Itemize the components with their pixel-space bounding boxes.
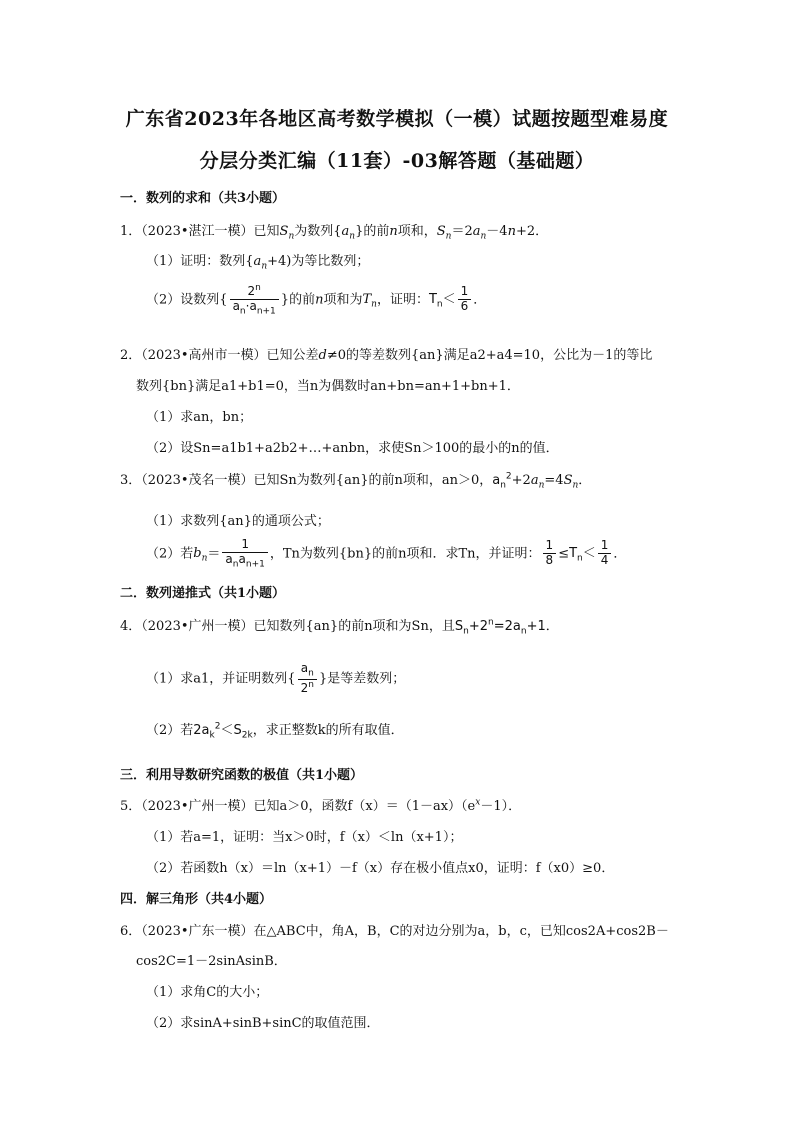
document-title-line2: 分层分类汇编（11套）-03解答题（基础题） — [199, 150, 595, 172]
section-heading-4: 四．解三角形（共4小题） — [120, 892, 273, 907]
question-1-part-1: （1）证明：数列$\{a_n+4)$为等比数列； — [146, 254, 370, 272]
question-3: 3．（2023•茂名一模）已知Sn为数列{an}的前n项和，an＞0，$a_n^2+2a_n=4S_n$． — [120, 471, 592, 491]
question-1-part-2: （2）设数列{ $\frac{2^n}{a_n\cdot a_{n+1}}$ }的前n项和为$T_n$，证明：$T_n<$ $\frac{1}{6}$ ． — [146, 283, 487, 317]
section-heading-1: 一．数列的求和（共3小题） — [120, 191, 286, 206]
question-2-line-2: 数列{bn}满足a1+b1=0，当n为偶数时an+bn=an+1+bn+1． — [136, 379, 520, 394]
question-4-part-1: （1）求a1，并证明数列{ $\frac{a_n}{2^n}$ }是等差数列； — [146, 661, 406, 695]
question-3-part-2: （2）若$b_n=$ $\frac{1}{a_na_{n+1}}$ ，Tn为数列{bn}的前n项和．求Tn，并证明： $\frac{1}{8}$ $\le T_n<$ $\frac{1}{4}$ ． — [146, 537, 627, 570]
question-5-part-1: （1）若a=1，证明：当x＞0时，f（x）＜ln（x+1）； — [146, 830, 463, 845]
question-6-part-2: （2）求sinA+sinB+sinC的取值范围． — [146, 1016, 380, 1031]
section-heading-3: 三．利用导数研究函数的极值（共1小题） — [120, 768, 364, 783]
question-2: 2．（2023•高州市一模）已知公差d≠0的等差数列{an}满足a2+a4=10，公比为－1的等比 — [120, 348, 653, 363]
question-4: 4．（2023•广州一模）已知数列{an}的前n项和为Sn，且$S_n+2^n=2a_n+1$． — [120, 617, 559, 637]
question-6: 6．（2023•广东一模）在△ABC中，角A，B，C的对边分别为a，b，c，已知cos2A+cos2B－ — [120, 924, 669, 939]
question-6-part-1: （1）求角C的大小； — [146, 985, 269, 1000]
question-2-part-2: （2）设Sn=a1b1+a2b2+…+anbn，求使Sn＞100的最小的n的值． — [146, 441, 559, 456]
document-title-line1: 广东省2023年各地区高考数学模拟（一模）试题按题型难易度 — [125, 108, 669, 130]
question-6-line-2: cos2C=1－2sinAsinB． — [136, 954, 287, 969]
question-4-part-2: （2）若$2a_k^2<S_{2k}$，求正整数k的所有取值． — [146, 721, 404, 741]
question-3-part-1: （1）求数列{an}的通项公式； — [146, 514, 330, 529]
question-1: 1．（2023•湛江一模）已知$S_n$为数列$\{a_n\}$的前n项和，$S_n=2a_n-4n+2$． — [120, 224, 549, 242]
question-5: 5．（2023•广州一模）已知a＞0，函数$f(x)=(1-ax)(e^x-1)$． — [120, 797, 522, 814]
question-2-part-1: （1）求an，bn； — [146, 410, 253, 425]
question-5-part-2: （2）若函数h（x）＝ln（x+1）－f（x）存在极小值点x0，证明：f（x0）≥0． — [146, 861, 615, 876]
section-heading-2: 二．数列递推式（共1小题） — [120, 586, 286, 601]
